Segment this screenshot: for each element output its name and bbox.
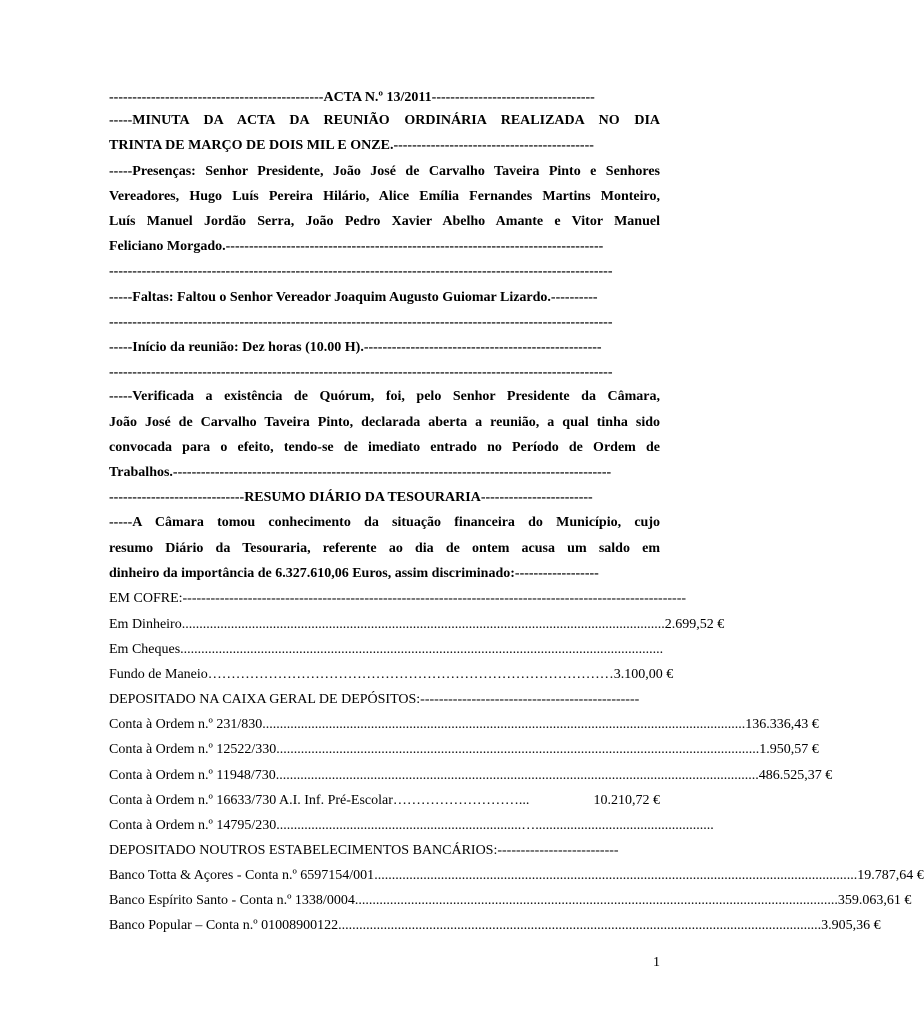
ledger-row-fundo-de-maneio	[109, 666, 674, 684]
verificada-line-4: Trabalhos.----------------------------------------------------------------------------------------------	[109, 465, 612, 480]
dot-leader: ……………………………………………………………………………	[207, 667, 614, 682]
acta-title: ----------------------------------------------ACTA N.º 13/2011-----------------------------------	[109, 90, 595, 105]
ledger-row-cgd-12522-330	[109, 741, 819, 759]
separator-line: ------------------------------------------------------------------------------------------------------------	[109, 365, 613, 380]
presencas-line-3: Luís Manuel Jordão Serra, João Pedro Xavier Abelho Amante e Vitor Manuel	[109, 214, 660, 229]
ledger-row-banco-espirito-santo	[109, 892, 912, 910]
page-number: 1	[653, 955, 660, 970]
faltas-line: -----Faltas: Faltou o Senhor Vereador Joaquim Augusto Guiomar Lizardo.----------	[109, 290, 598, 305]
ledger-row-em-cheques	[109, 641, 664, 659]
dot-leader: ..........................................................................................................................................	[262, 717, 746, 732]
ledger-row-banco-totta	[109, 867, 924, 885]
ledger-row-cgd-231-830	[109, 716, 819, 734]
ledger-value: 486.525,37 €	[758, 768, 833, 783]
verificada-line-2: João José de Carvalho Taveira Pinto, declarada aberta a reunião, a qual tinha sido	[109, 415, 660, 430]
ledger-label: Banco Espírito Santo - Conta n.º 1338/0004	[109, 893, 355, 908]
ledger-label: Banco Popular – Conta n.º 01008900122	[109, 918, 339, 933]
document-page	[109, 0, 924, 1024]
dot-leader: ..........................................................................................................................................	[275, 768, 759, 783]
ledger-label: Conta à Ordem n.º 14795/230	[109, 818, 277, 833]
resumo-line-1: -----A Câmara tomou conhecimento da situação financeira do Município, cujo	[109, 515, 660, 530]
section-heading: DEPOSITADO NOUTROS ESTABELECIMENTOS BANCÁRIOS:	[109, 843, 498, 858]
dash-leader: -----------------------------------------------	[420, 692, 640, 707]
presencas-line-4: Feliciano Morgado.---------------------------------------------------------------------------------	[109, 239, 604, 254]
ledger-label: Conta à Ordem n.º 11948/730	[109, 768, 276, 783]
verificada-line-1: -----Verificada a existência de Quórum, foi, pelo Senhor Presidente da Câmara,	[109, 389, 660, 404]
section-heading: EM COFRE:	[109, 591, 183, 606]
ledger-row-cgd-14795-230	[109, 817, 714, 835]
dash-leader: --------------------------	[497, 843, 619, 858]
dot-leader: ..........................................................................................................................................	[276, 742, 760, 757]
ledger-value: 1.950,57 €	[759, 742, 819, 757]
ledger-value: 19.787,64 €	[857, 868, 924, 883]
section-heading: DEPOSITADO NA CAIXA GERAL DE DEPÓSITOS:	[109, 692, 421, 707]
ledger-value: 359.063,61 €	[837, 893, 912, 908]
ledger-label: Banco Totta & Açores - Conta n.º 6597154/001	[109, 868, 375, 883]
ledger-value: 3.905,36 €	[821, 918, 881, 933]
ledger-label: Conta à Ordem n.º 16633/730 A.I. Inf. Pré-Escolar	[109, 793, 393, 808]
resumo-heading: -----------------------------RESUMO DIÁRIO DA TESOURARIA------------------------	[109, 490, 593, 505]
dot-leader: ..........................................................................................................................................	[181, 617, 665, 632]
resumo-line-3: dinheiro da importância de 6.327.610,06 Euros, assim discriminado:------------------	[109, 566, 599, 581]
dot-leader: ..........................................................................................................................................	[354, 893, 838, 908]
resumo-line-2: resumo Diário da Tesouraria, referente ao dia de ontem acusa um saldo em	[109, 541, 660, 556]
ledger-label: Em Dinheiro	[109, 617, 182, 632]
separator-line: ------------------------------------------------------------------------------------------------------------	[109, 264, 613, 279]
outros-heading	[109, 842, 660, 860]
inicio-line: -----Início da reunião: Dez horas (10.00 H).---------------------------------------------------	[109, 340, 602, 355]
ledger-row-banco-popular	[109, 917, 881, 935]
ledger-value: 136.336,43 €	[745, 717, 819, 732]
ledger-label: Fundo de Maneio	[109, 667, 208, 682]
separator-line: ------------------------------------------------------------------------------------------------------------	[109, 315, 613, 330]
minuta-line-2: TRINTA DE MARÇO DE DOIS MIL E ONZE.-------------------------------------------	[109, 138, 594, 153]
dot-leader: ..........................................................................................................................................	[374, 868, 858, 883]
verificada-line-3: convocada para o efeito, tendo-se de imediato entrado no Período de Ordem de	[109, 440, 660, 455]
dash-leader: ------------------------------------------------------------------------------------------------------------	[182, 591, 687, 606]
dot-leader: ..........................................................................................................................................	[338, 918, 822, 933]
minuta-line-1: -----MINUTA DA ACTA DA REUNIÃO ORDINÁRIA REALIZADA NO DIA	[109, 113, 660, 128]
ledger-value: 3.100,00 €	[613, 667, 674, 682]
presencas-line-1: -----Presenças: Senhor Presidente, João José de Carvalho Taveira Pinto e Senhores	[109, 164, 660, 179]
ledger-row-em-dinheiro	[109, 616, 725, 634]
dot-leader: ......................................................................…...................................................	[276, 818, 714, 833]
dot-leader: ………………………...	[392, 793, 530, 808]
cgd-heading	[109, 691, 660, 709]
ledger-row-cgd-16633-730	[109, 792, 660, 810]
ledger-value: 10.210,72 €	[593, 793, 660, 808]
em-cofre-heading	[109, 590, 687, 608]
presencas-line-2: Vereadores, Hugo Luís Pereira Hilário, Alice Emília Fernandes Martins Monteiro,	[109, 189, 660, 204]
ledger-label: Em Cheques	[109, 642, 181, 657]
dot-leader: ..........................................................................................................................................	[180, 642, 664, 657]
ledger-label: Conta à Ordem n.º 12522/330	[109, 742, 277, 757]
ledger-row-cgd-11948-730	[109, 767, 833, 785]
ledger-value: 2.699,52 €	[664, 617, 725, 632]
ledger-label: Conta à Ordem n.º 231/830	[109, 717, 263, 732]
